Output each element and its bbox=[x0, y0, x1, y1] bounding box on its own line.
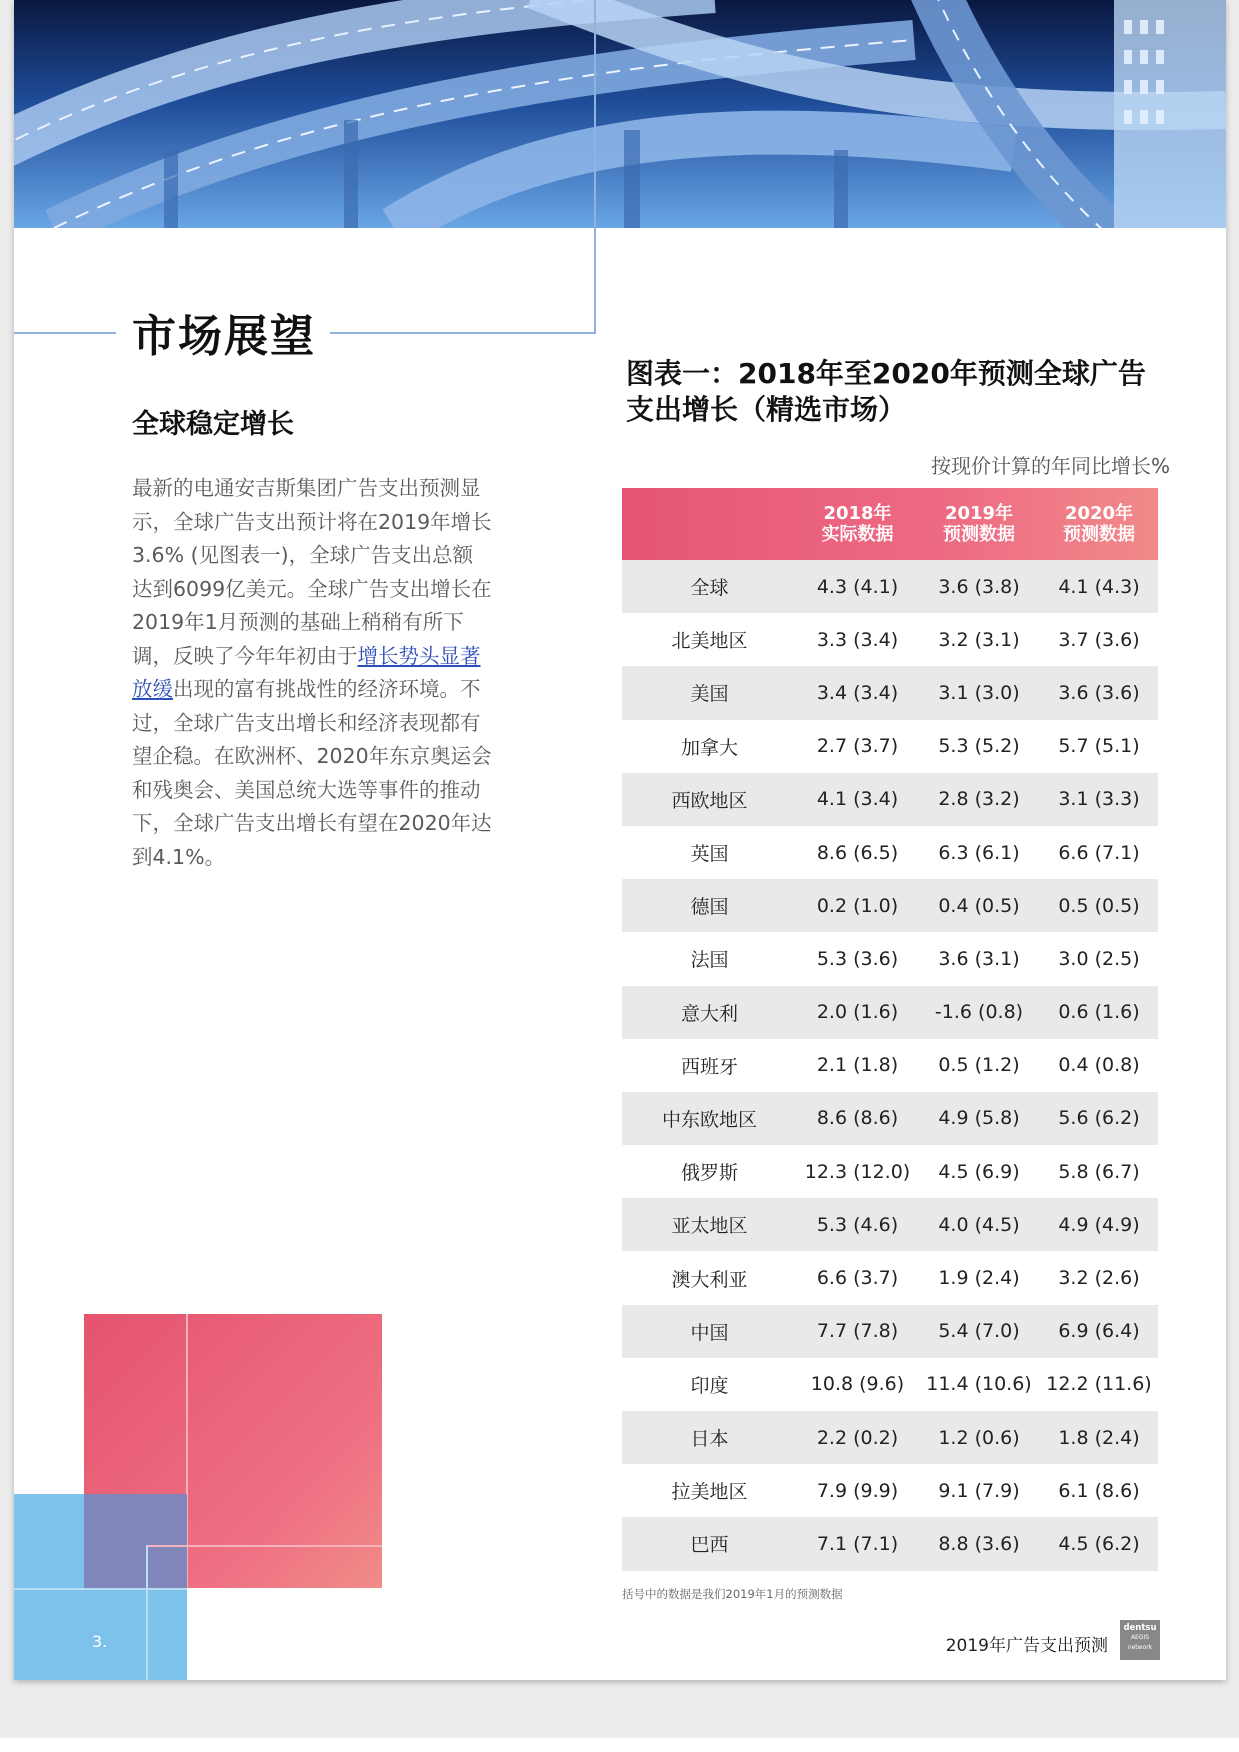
growth-value-2020: 3.7 (3.6) bbox=[1058, 628, 1140, 651]
chart-unit-label: 按现价计算的年同比增长% bbox=[930, 454, 1170, 478]
page-number: 3. bbox=[92, 1632, 108, 1651]
market-name: 西班牙 bbox=[680, 1055, 738, 1078]
growth-value-2019: 3.1 (3.0) bbox=[918, 666, 1040, 719]
market-name: 德国 bbox=[622, 879, 797, 932]
table-row bbox=[622, 1464, 1158, 1517]
header-2018 bbox=[797, 488, 918, 560]
table-row bbox=[622, 1145, 1158, 1198]
growth-value-2019: -1.6 (0.8) bbox=[918, 986, 1040, 1039]
table-row bbox=[622, 1198, 1158, 1251]
growth-value-2020: 12.2 (11.6) bbox=[1046, 1373, 1152, 1396]
growth-value-2019: 11.4 (10.6) bbox=[926, 1373, 1032, 1396]
growth-value-2020: 0.4 (0.8) bbox=[1058, 1054, 1140, 1077]
chart-title: 图表一：2018年至2020年预测全球广告支出增长（精选市场） bbox=[626, 357, 1146, 426]
header-2018-year: 2018年 bbox=[823, 503, 892, 524]
growth-value-2018: 0.2 (1.0) bbox=[797, 879, 918, 932]
table-body bbox=[622, 560, 1158, 1571]
growth-value-2018: 8.6 (6.5) bbox=[816, 841, 899, 864]
growth-value-2019: 4.9 (5.8) bbox=[918, 1092, 1040, 1145]
market-name: 英国 bbox=[690, 843, 729, 866]
growth-value-2019: 4.5 (6.9) bbox=[938, 1160, 1020, 1183]
section-title: 市场展望 bbox=[132, 311, 316, 362]
growth-value-2019: 6.3 (6.1) bbox=[938, 841, 1020, 864]
decorative-line-horizontal-left bbox=[14, 332, 116, 334]
table-row bbox=[622, 560, 1158, 613]
market-name: 法国 bbox=[690, 949, 729, 972]
market-name: 澳大利亚 bbox=[671, 1268, 748, 1291]
logo-line-1: dentsu bbox=[1123, 1623, 1157, 1633]
table-row bbox=[622, 1411, 1158, 1464]
growth-value-2019: 5.4 (7.0) bbox=[918, 1305, 1040, 1358]
header-2019-year: 2019年 bbox=[944, 503, 1014, 524]
growth-value-2018: 3.3 (3.4) bbox=[816, 628, 899, 651]
growth-value-2018: 2.7 (3.7) bbox=[816, 735, 899, 758]
market-name: 拉美地区 bbox=[671, 1481, 748, 1504]
table-row bbox=[622, 773, 1158, 826]
header-2020 bbox=[1040, 488, 1158, 560]
market-name: 加拿大 bbox=[680, 736, 738, 759]
growth-value-2018: 3.4 (3.4) bbox=[797, 666, 918, 719]
footer-report-title: 2019年广告支出预测 bbox=[945, 1636, 1108, 1656]
growth-value-2020: 3.1 (3.3) bbox=[1040, 773, 1158, 826]
table-row bbox=[622, 1251, 1158, 1304]
growth-value-2020: 0.6 (1.6) bbox=[1040, 986, 1158, 1039]
growth-value-2018: 5.3 (4.6) bbox=[797, 1198, 918, 1251]
market-name: 日本 bbox=[622, 1411, 797, 1464]
market-name: 意大利 bbox=[622, 986, 797, 1039]
growth-slowdown-link[interactable]: 增长势头显著放缓 bbox=[132, 643, 481, 701]
growth-value-2019: 2.8 (3.2) bbox=[918, 773, 1040, 826]
table-row bbox=[622, 1305, 1158, 1358]
decorative-line-horizontal-right bbox=[330, 332, 596, 334]
growth-value-2020: 3.0 (2.5) bbox=[1058, 947, 1140, 970]
growth-value-2018: 8.6 (8.6) bbox=[797, 1092, 918, 1145]
table-header-row bbox=[622, 488, 1158, 560]
growth-value-2020: 5.7 (5.1) bbox=[1058, 735, 1140, 758]
growth-value-2020: 3.6 (3.6) bbox=[1040, 666, 1158, 719]
sub-title: 全球稳定增长 bbox=[132, 409, 294, 440]
header-2019-label: 预测数据 bbox=[943, 524, 1015, 545]
growth-value-2019: 4.0 (4.5) bbox=[918, 1198, 1040, 1251]
body-text-part-2: 出现的富有挑战性的经济环境。不过，全球广告支出增长和经济表现都有望企稳。在欧洲杯、2020年东京奥运会和残奥会、美国总统大选等事件的推动下，全球广告支出增长有望在2020年达到4.1%。 bbox=[132, 677, 492, 869]
table-row bbox=[622, 1517, 1158, 1570]
market-name: 印度 bbox=[690, 1374, 729, 1397]
growth-value-2019: 1.2 (0.6) bbox=[918, 1411, 1040, 1464]
growth-value-2020: 3.2 (2.6) bbox=[1058, 1267, 1140, 1290]
market-name: 俄罗斯 bbox=[680, 1162, 738, 1185]
growth-value-2018: 12.3 (12.0) bbox=[804, 1160, 911, 1183]
market-name: 亚太地区 bbox=[622, 1198, 797, 1251]
growth-value-2018: 2.2 (0.2) bbox=[797, 1411, 918, 1464]
growth-value-2020: 1.8 (2.4) bbox=[1040, 1411, 1158, 1464]
growth-value-2020: 4.9 (4.9) bbox=[1040, 1198, 1158, 1251]
table-row bbox=[622, 720, 1158, 773]
next-page-edge bbox=[0, 1738, 1239, 1752]
header-market bbox=[622, 488, 797, 560]
growth-value-2018: 6.6 (3.7) bbox=[816, 1267, 899, 1290]
deco-block-overlap bbox=[84, 1494, 187, 1588]
growth-value-2019: 5.3 (5.2) bbox=[938, 735, 1020, 758]
body-text-part-1: 最新的电通安吉斯集团广告支出预测显示，全球广告支出预计将在2019年增长3.6% (见图表一)，全球广告支出总额达到6099亿美元。全球广告支出增长在2019年1月预测的基础上稍稍有所下调，反映了今年年初由于 bbox=[132, 476, 492, 668]
growth-value-2018: 10.8 (9.6) bbox=[810, 1373, 905, 1396]
growth-value-2019: 3.6 (3.8) bbox=[918, 560, 1040, 613]
growth-value-2019: 0.4 (0.5) bbox=[918, 879, 1040, 932]
market-name: 西欧地区 bbox=[622, 773, 797, 826]
growth-value-2020: 0.5 (0.5) bbox=[1040, 879, 1158, 932]
deco-line-pink-horizontal bbox=[146, 1545, 382, 1547]
growth-value-2020: 6.9 (6.4) bbox=[1040, 1305, 1158, 1358]
growth-value-2019: 3.6 (3.1) bbox=[938, 947, 1020, 970]
market-name: 巴西 bbox=[622, 1517, 797, 1570]
table-row bbox=[622, 1039, 1158, 1092]
growth-value-2019: 3.2 (3.1) bbox=[938, 628, 1020, 651]
growth-value-2020: 5.8 (6.7) bbox=[1058, 1160, 1140, 1183]
dentsu-aegis-logo bbox=[1120, 1620, 1160, 1660]
growth-value-2018: 2.0 (1.6) bbox=[797, 986, 918, 1039]
growth-value-2018: 7.1 (7.1) bbox=[797, 1517, 918, 1570]
table-row bbox=[622, 1092, 1158, 1145]
growth-value-2018: 4.1 (3.4) bbox=[797, 773, 918, 826]
market-name: 美国 bbox=[622, 666, 797, 719]
growth-value-2020: 4.5 (6.2) bbox=[1040, 1517, 1158, 1570]
growth-value-2020: 4.1 (4.3) bbox=[1040, 560, 1158, 613]
growth-value-2018: 7.9 (9.9) bbox=[816, 1479, 899, 1502]
growth-value-2018: 4.3 (4.1) bbox=[797, 560, 918, 613]
ad-spend-growth-table bbox=[622, 488, 1158, 1571]
table-row bbox=[622, 613, 1158, 666]
hero-image-highway bbox=[14, 0, 1226, 228]
market-name: 北美地区 bbox=[671, 630, 748, 653]
table-row bbox=[622, 986, 1158, 1039]
decorative-line-vertical bbox=[594, 0, 596, 334]
table-row bbox=[622, 932, 1158, 985]
logo-line-3: network bbox=[1127, 1644, 1153, 1651]
table-row bbox=[622, 826, 1158, 879]
highway-illustration bbox=[14, 0, 1226, 228]
header-2019 bbox=[918, 488, 1040, 560]
table-row bbox=[622, 879, 1158, 932]
deco-line-blue-horizontal bbox=[14, 1588, 187, 1590]
growth-value-2019: 8.8 (3.6) bbox=[918, 1517, 1040, 1570]
header-2020-year: 2020年 bbox=[1064, 503, 1134, 524]
table-row bbox=[622, 1358, 1158, 1411]
body-paragraph bbox=[132, 472, 492, 874]
growth-value-2018: 5.3 (3.6) bbox=[816, 947, 899, 970]
market-name: 中国 bbox=[622, 1305, 797, 1358]
growth-value-2020: 5.6 (6.2) bbox=[1040, 1092, 1158, 1145]
table-footnote: 括号中的数据是我们2019年1月的预测数据 bbox=[622, 1587, 843, 1601]
header-2020-label: 预测数据 bbox=[1063, 524, 1135, 545]
market-name: 全球 bbox=[622, 560, 797, 613]
deco-line-blue-vertical bbox=[146, 1545, 148, 1680]
market-name: 中东欧地区 bbox=[622, 1092, 797, 1145]
growth-value-2019: 0.5 (1.2) bbox=[938, 1054, 1020, 1077]
table-row bbox=[622, 666, 1158, 719]
page bbox=[14, 0, 1226, 1680]
growth-value-2019: 1.9 (2.4) bbox=[938, 1267, 1020, 1290]
growth-value-2020: 6.6 (7.1) bbox=[1058, 841, 1140, 864]
growth-value-2020: 6.1 (8.6) bbox=[1058, 1479, 1140, 1502]
header-2018-label: 实际数据 bbox=[821, 524, 894, 545]
growth-value-2018: 2.1 (1.8) bbox=[816, 1054, 899, 1077]
growth-value-2019: 9.1 (7.9) bbox=[938, 1479, 1020, 1502]
growth-value-2018: 7.7 (7.8) bbox=[797, 1305, 918, 1358]
logo-line-2: AEGIS bbox=[1130, 1634, 1150, 1641]
